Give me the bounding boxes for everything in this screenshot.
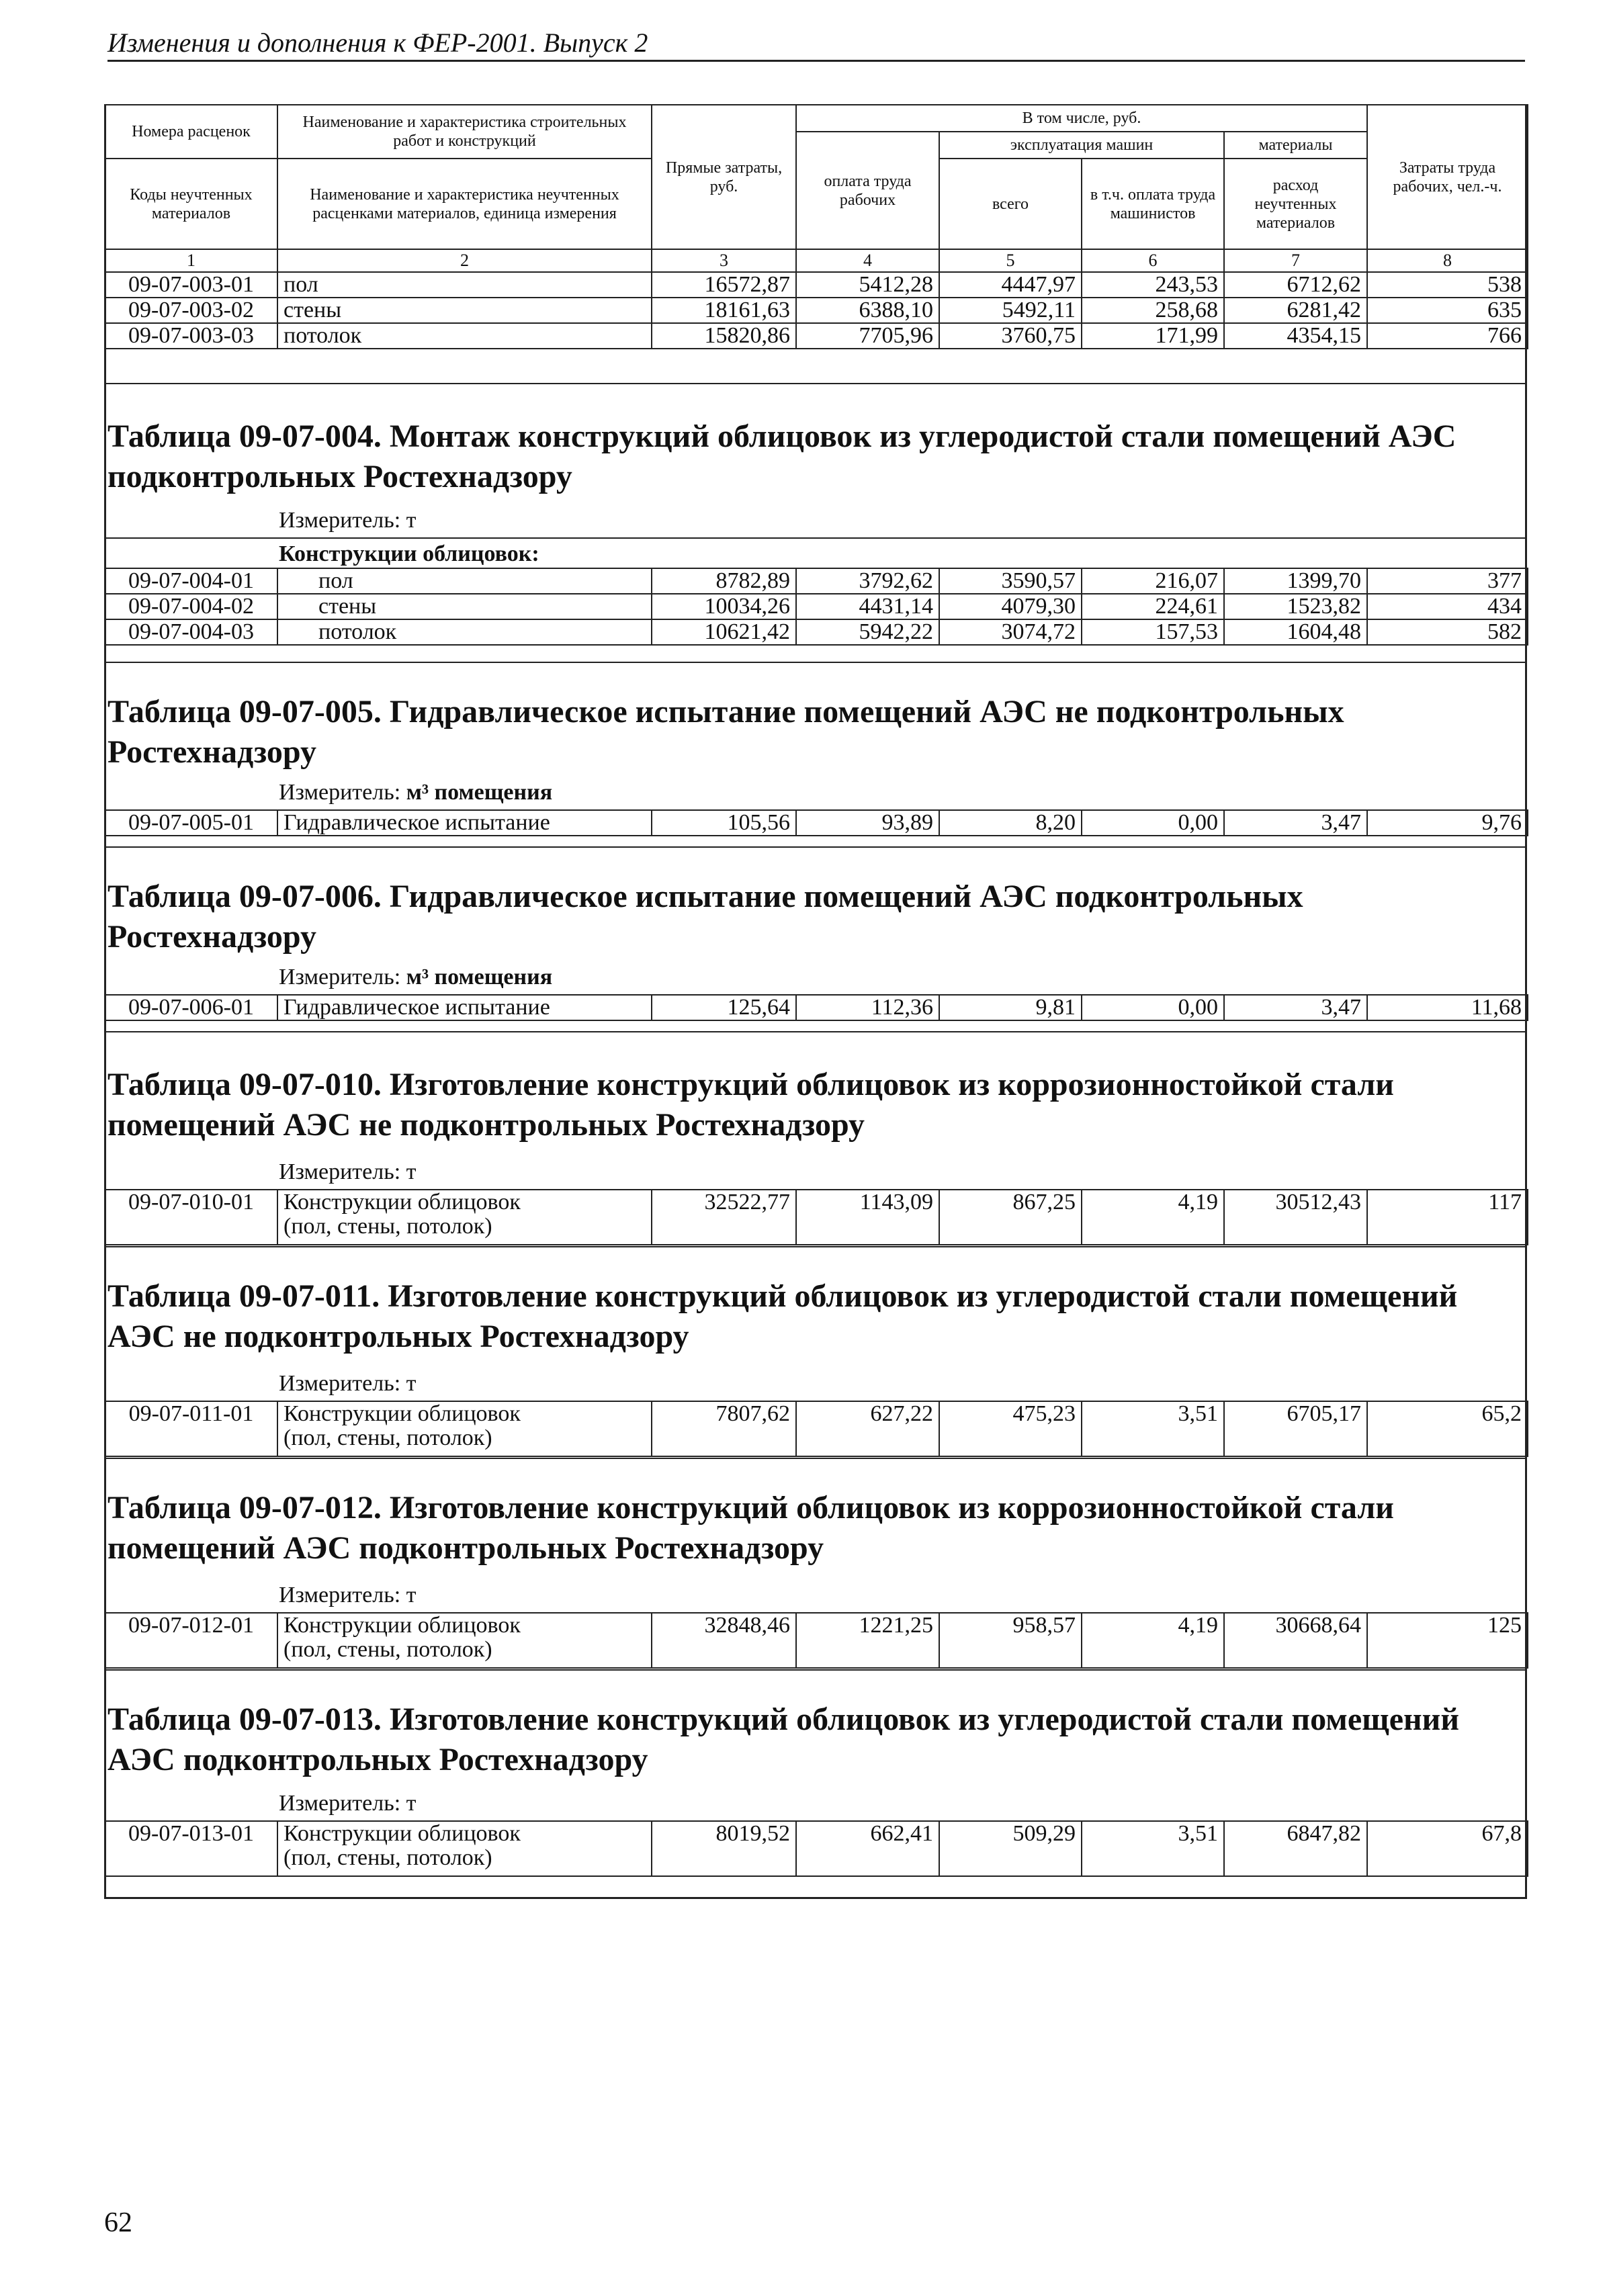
row-code: 09-07-004-01	[105, 568, 277, 594]
col-number: 7	[1224, 249, 1367, 272]
row-name: Конструкции облицовок (пол, стены, потолок)	[277, 1821, 652, 1876]
header-including: В том числе, руб.	[796, 105, 1367, 132]
cell-value: 9,76	[1367, 810, 1528, 836]
cell-value: 65,2	[1367, 1401, 1528, 1456]
cell-value: 9,81	[939, 995, 1082, 1020]
cell-value: 216,07	[1082, 568, 1224, 594]
cell-value: 4354,15	[1224, 323, 1367, 349]
cell-value: 15820,86	[652, 323, 796, 349]
cell-value: 258,68	[1082, 298, 1224, 323]
row-code: 09-07-005-01	[105, 810, 277, 836]
section-divider	[104, 846, 1527, 848]
cell-value: 5942,22	[796, 619, 939, 645]
cell-value: 4,19	[1082, 1613, 1224, 1668]
row-name: Конструкции облицовок (пол, стены, потолок)	[277, 1401, 652, 1456]
table-title: Таблица 09-07-012. Изготовление конструкций облицовок из коррозионностойкой стали помещений АЭС подконтрольных Ростехнадзору	[107, 1490, 1394, 1566]
measure-unit: Измеритель: т	[279, 508, 417, 533]
cell-value: 125	[1367, 1613, 1528, 1668]
row-name: пол	[277, 568, 652, 594]
header-machines-total: всего	[939, 159, 1082, 249]
cell-value: 8,20	[939, 810, 1082, 836]
cell-value: 6847,82	[1224, 1821, 1367, 1876]
cell-value: 3074,72	[939, 619, 1082, 645]
table-row	[105, 1613, 1528, 1668]
row-code: 09-07-011-01	[105, 1401, 277, 1456]
header-labor-cost: Затраты труда рабочих, чел.-ч.	[1367, 105, 1528, 249]
col-number: 3	[652, 249, 796, 272]
cell-value: 4079,30	[939, 594, 1082, 619]
cell-value: 3760,75	[939, 323, 1082, 349]
row-name: потолок	[277, 619, 652, 645]
cell-value: 1143,09	[796, 1190, 939, 1245]
rates-table-011	[104, 1401, 1528, 1457]
row-name: Конструкции облицовок (пол, стены, потолок)	[277, 1190, 652, 1245]
cell-value: 3590,57	[939, 568, 1082, 594]
col-number: 1	[105, 249, 277, 272]
cell-value: 662,41	[796, 1821, 939, 1876]
cell-value: 475,23	[939, 1401, 1082, 1456]
cell-value: 32522,77	[652, 1190, 796, 1245]
row-name: пол	[277, 272, 652, 298]
cell-value: 171,99	[1082, 323, 1224, 349]
row-code: 09-07-003-01	[105, 272, 277, 298]
cell-value: 11,68	[1367, 995, 1528, 1020]
col-number: 5	[939, 249, 1082, 272]
measure-unit: Измеритель: т	[279, 1371, 417, 1396]
row-code: 09-07-003-03	[105, 323, 277, 349]
measure-value: м³ помещения	[406, 965, 553, 989]
cell-value: 377	[1367, 568, 1528, 594]
rates-table-004	[104, 568, 1528, 646]
table-row	[105, 1190, 1528, 1245]
col-number: 4	[796, 249, 939, 272]
row-name: Конструкции облицовок (пол, стены, потолок)	[277, 1613, 652, 1668]
table-title: Таблица 09-07-005. Гидравлическое испытание помещений АЭС не подконтрольных Ростехнадзору	[107, 694, 1344, 770]
cell-value: 10034,26	[652, 594, 796, 619]
table-title: Таблица 09-07-010. Изготовление конструкций облицовок из коррозионностойкой стали помещений АЭС не подконтрольных Ростехнадзору	[107, 1067, 1394, 1143]
cell-value: 958,57	[939, 1613, 1082, 1668]
header-machines-pay: в т.ч. оплата труда машинистов	[1082, 159, 1224, 249]
rates-table-010	[104, 1189, 1528, 1245]
measure-label: Измеритель:	[279, 965, 406, 989]
header-codes-top: Номера расценок	[105, 105, 277, 159]
table-row	[105, 995, 1528, 1020]
measure-label: Измеритель:	[279, 780, 406, 805]
cell-value: 4,19	[1082, 1190, 1224, 1245]
page-number: 62	[104, 2207, 132, 2238]
cell-value: 635	[1367, 298, 1528, 323]
table-row	[105, 1401, 1528, 1456]
row-code: 09-07-004-03	[105, 619, 277, 645]
table-title: Таблица 09-07-004. Монтаж конструкций облицовок из углеродистой стали помещений АЭС подконтрольных Ростехнадзору	[107, 418, 1456, 494]
cell-value: 7807,62	[652, 1401, 796, 1456]
col-number: 6	[1082, 249, 1224, 272]
cell-value: 243,53	[1082, 272, 1224, 298]
cell-value: 10621,42	[652, 619, 796, 645]
cell-value: 112,36	[796, 995, 939, 1020]
col-number: 2	[277, 249, 652, 272]
measure-unit	[279, 964, 552, 991]
header-labor-pay: оплата труда рабочих	[796, 132, 939, 249]
running-header: Изменения и дополнения к ФЕР-2001. Выпуск 2	[107, 27, 1525, 62]
section-divider	[104, 1246, 1527, 1247]
cell-value: 6281,42	[1224, 298, 1367, 323]
header-materials-use: расход неучтенных материалов	[1224, 159, 1367, 249]
cell-value: 157,53	[1082, 619, 1224, 645]
cell-value: 93,89	[796, 810, 939, 836]
rates-table-005	[104, 809, 1528, 836]
header-codes-bottom: Коды неучтенных материалов	[105, 159, 277, 249]
cell-value: 18161,63	[652, 298, 796, 323]
table-row	[105, 810, 1528, 836]
measure-unit	[279, 779, 552, 806]
row-code: 09-07-013-01	[105, 1821, 277, 1876]
cell-value: 538	[1367, 272, 1528, 298]
table-row	[105, 323, 1528, 349]
rates-table-013	[104, 1820, 1528, 1877]
table-row	[105, 272, 1528, 298]
row-code: 09-07-006-01	[105, 995, 277, 1020]
section-divider	[104, 1669, 1527, 1671]
row-name: Гидравлическое испытание	[277, 995, 652, 1020]
cell-value: 16572,87	[652, 272, 796, 298]
cell-value: 117	[1367, 1190, 1528, 1245]
cell-value: 3792,62	[796, 568, 939, 594]
row-name: стены	[277, 594, 652, 619]
rates-table-012	[104, 1612, 1528, 1669]
table-title: Таблица 09-07-006. Гидравлическое испытание помещений АЭС подконтрольных Ростехнадзору	[107, 879, 1303, 955]
column-header-table	[104, 104, 1528, 349]
section-divider	[104, 662, 1527, 663]
table-row	[105, 619, 1528, 645]
row-code: 09-07-003-02	[105, 298, 277, 323]
rates-table-006	[104, 994, 1528, 1021]
cell-value: 6705,17	[1224, 1401, 1367, 1456]
cell-value: 30668,64	[1224, 1613, 1367, 1668]
table-subheading: Конструкции облицовок:	[279, 541, 539, 566]
row-name: стены	[277, 298, 652, 323]
header-name-top: Наименование и характеристика строительных работ и конструкций	[277, 105, 652, 159]
cell-value: 3,51	[1082, 1821, 1224, 1876]
cell-value: 5412,28	[796, 272, 939, 298]
row-code: 09-07-012-01	[105, 1613, 277, 1668]
cell-value: 224,61	[1082, 594, 1224, 619]
cell-value: 105,56	[652, 810, 796, 836]
measure-value: м³ помещения	[406, 780, 553, 805]
cell-value: 6388,10	[796, 298, 939, 323]
row-name: Гидравлическое испытание	[277, 810, 652, 836]
section-divider	[104, 383, 1527, 384]
section-divider	[104, 537, 1527, 539]
header-machines: эксплуатация машин	[939, 132, 1224, 159]
column-number-row	[105, 249, 1528, 272]
cell-value: 0,00	[1082, 810, 1224, 836]
cell-value: 30512,43	[1224, 1190, 1367, 1245]
row-code: 09-07-004-02	[105, 594, 277, 619]
section-divider	[104, 1031, 1527, 1032]
cell-value: 32848,46	[652, 1613, 796, 1668]
cell-value: 3,47	[1224, 810, 1367, 836]
cell-value: 509,29	[939, 1821, 1082, 1876]
cell-value: 5492,11	[939, 298, 1082, 323]
cell-value: 867,25	[939, 1190, 1082, 1245]
section-divider	[104, 1458, 1527, 1459]
cell-value: 8782,89	[652, 568, 796, 594]
row-code: 09-07-010-01	[105, 1190, 277, 1245]
cell-value: 7705,96	[796, 323, 939, 349]
header-direct-costs: Прямые затраты, руб.	[652, 105, 796, 249]
col-number: 8	[1367, 249, 1528, 272]
cell-value: 434	[1367, 594, 1528, 619]
measure-unit: Измеритель: т	[279, 1159, 417, 1184]
cell-value: 582	[1367, 619, 1528, 645]
cell-value: 1399,70	[1224, 568, 1367, 594]
cell-value: 6712,62	[1224, 272, 1367, 298]
cell-value: 3,47	[1224, 995, 1367, 1020]
table-title: Таблица 09-07-011. Изготовление конструкций облицовок из углеродистой стали помещений АЭС не подконтрольных Ростехнадзору	[107, 1278, 1458, 1354]
measure-unit: Измеритель: т	[279, 1583, 417, 1607]
table-row	[105, 298, 1528, 323]
cell-value: 125,64	[652, 995, 796, 1020]
header-name-bottom: Наименование и характеристика неучтенных расценками материалов, единица измерения	[277, 159, 652, 249]
cell-value: 4447,97	[939, 272, 1082, 298]
row-name: потолок	[277, 323, 652, 349]
cell-value: 0,00	[1082, 995, 1224, 1020]
table-row	[105, 568, 1528, 594]
cell-value: 627,22	[796, 1401, 939, 1456]
measure-unit: Измеритель: т	[279, 1791, 417, 1816]
cell-value: 1523,82	[1224, 594, 1367, 619]
cell-value: 8019,52	[652, 1821, 796, 1876]
cell-value: 3,51	[1082, 1401, 1224, 1456]
cell-value: 766	[1367, 323, 1528, 349]
cell-value: 1221,25	[796, 1613, 939, 1668]
header-materials: материалы	[1224, 132, 1367, 159]
cell-value: 4431,14	[796, 594, 939, 619]
table-row	[105, 594, 1528, 619]
cell-value: 1604,48	[1224, 619, 1367, 645]
cell-value: 67,8	[1367, 1821, 1528, 1876]
table-title: Таблица 09-07-013. Изготовление конструкций облицовок из углеродистой стали помещений АЭС подконтрольных Ростехнадзору	[107, 1702, 1459, 1777]
table-row	[105, 1821, 1528, 1876]
